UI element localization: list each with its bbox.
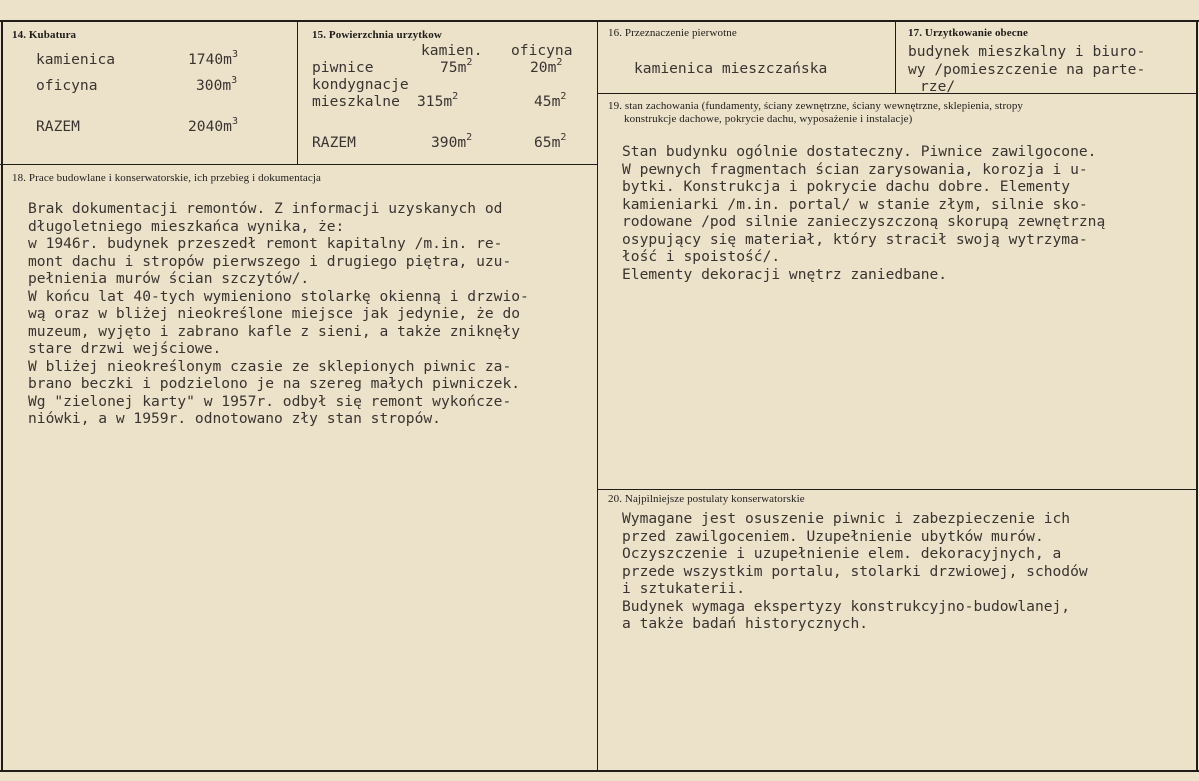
przeznaczenie-text: kamienica mieszczańska <box>634 60 828 77</box>
divider-main <box>597 20 598 771</box>
uzytkowanie-line: rze/ <box>920 78 956 95</box>
kondygnacje-label: kondygnacje <box>312 76 409 93</box>
piwnice-label: piwnice <box>312 59 374 76</box>
prace-line: stare drzwi wejściowe. <box>28 340 222 357</box>
prace-line: długoletniego mieszkańca wynika, że: <box>28 217 345 235</box>
postulaty-line: przed zawilgoceniem. Uzupełnienie ubytków murów. <box>622 527 1044 545</box>
mieszkalne-oficyna-value: $45m^2$ <box>534 91 567 110</box>
section-19-header-line1: 19. stan zachowania (fundamenty, ściany zewnętrzne, ściany wewnętrzne, sklepienia, stropy <box>608 100 1024 112</box>
stan-line: Stan budynku ogólnie dostateczny. Piwnice zawilgocone. <box>622 143 1097 160</box>
section-20-header: 20. Najpilniejsze postulaty konserwatorskie <box>608 493 805 505</box>
prace-line: Brak dokumentacji remontów. Z informacji uzyskanych od <box>28 200 503 217</box>
prace-line: niówki, a w 1959r. odnotowano zły stan stropów. <box>28 410 441 427</box>
frame-right <box>1196 20 1198 771</box>
kamienica-value: $1740m^3$ <box>188 49 238 68</box>
prace-line: mont dachu i stropów pierwszego i drugiego piętra, uzu- <box>28 252 512 270</box>
section-16-header: 16. Przeznaczenie pierwotne <box>608 27 737 39</box>
prace-line: Wg "zielonej karty" w 1957r. odbył się remont wykończe- <box>28 392 512 410</box>
frame-top <box>0 20 1199 22</box>
section-15-header: 15. Powierzchnia urzytkow <box>312 29 442 41</box>
section-17-header: 17. Urzytkowanie obecne <box>908 27 1028 39</box>
col-oficyna: oficyna <box>511 42 573 59</box>
divider-16-17 <box>895 20 896 93</box>
col-kamien: kamien. <box>421 42 483 59</box>
uzytkowanie-line: budynek mieszkalny i biuro- <box>908 43 1146 60</box>
uzytkowanie-text <box>908 43 1145 96</box>
prace-line: W końcu lat 40-tych wymieniono stolarkę okienną i drzwio- <box>28 287 529 305</box>
razem-15-label: RAZEM <box>312 134 356 151</box>
stan-line: łość i spoistość/. <box>622 248 781 265</box>
stan-line: Elementy dekoracji wnętrz zaniedbane. <box>622 265 948 283</box>
razem-15-kamien-value: $390m^2$ <box>431 132 473 151</box>
postulaty-line: przede wszystkim portalu, stolarki drzwiowej, schodów <box>622 562 1088 580</box>
postulaty-text <box>622 510 1088 633</box>
stan-line: osypujący się materiał, który stracił swoją wytrzyma- <box>622 230 1088 248</box>
section-19-header <box>608 100 1023 125</box>
stan-line: rodowane /pod silnie zanieczyszczoną skorupą zewnętrzną <box>622 213 1106 230</box>
postulaty-line: Wymagane jest osuszenie piwnic i zabezpieczenie ich <box>622 510 1071 527</box>
razem-15-oficyna-value: $65m^2$ <box>534 132 567 151</box>
postulaty-line: Oczyszczenie i uzupełnienie elem. dekoracyjnych, a <box>622 545 1062 562</box>
stan-line: W pewnych fragmentach ścian zarysowania, korozja i u- <box>622 160 1088 178</box>
razem-14-value: $2040m^3$ <box>188 116 238 135</box>
stan-line: bytki. Konstrukcja i pokrycie dachu dobre. Elementy <box>622 178 1071 195</box>
frame-left <box>1 20 3 771</box>
stan-line: kamieniarki /m.in. portal/ w stanie złym, silnie sko- <box>622 195 1088 213</box>
section-19-header-line2: konstrukcje dachowe, pokrycie dachu, wyposażenie i instalacje) <box>624 113 913 125</box>
prace-line: pełnienia murów ścian szczytów/. <box>28 270 310 287</box>
divider-14-15 <box>297 20 298 165</box>
postulaty-line: i sztukaterii. <box>622 580 746 597</box>
prace-line: muzeum, wyjęto i zabrano kafle z sieni, a także zniknęły <box>28 322 521 340</box>
stan-text <box>622 143 1105 283</box>
postulaty-line: a także badań historycznych. <box>622 615 869 632</box>
oficyna-value: $300m^3$ <box>196 75 238 94</box>
mieszkalne-kamien-value: $315m^2$ <box>417 91 459 110</box>
postulaty-line: Budynek wymaga ekspertyzy konstrukcyjno-budowlanej, <box>622 597 1071 615</box>
prace-line: brano beczki i podzielono je na szereg małych piwniczek. <box>28 375 521 392</box>
prace-line: w 1946r. budynek przeszedł remont kapitalny /m.in. re- <box>28 235 503 252</box>
piwnice-kamien-value: $75m^2$ <box>440 57 473 76</box>
section-18-header: 18. Prace budowlane i konserwatorskie, ich przebieg i dokumentacja <box>12 172 321 184</box>
piwnice-oficyna-value: $20m^2$ <box>530 57 563 76</box>
razem-14-label: RAZEM <box>36 118 80 135</box>
prace-line: W bliżej nieokreślonym czasie ze sklepionych piwnic za- <box>28 357 512 375</box>
prace-text <box>28 200 529 428</box>
uzytkowanie-line: wy /pomieszczenie na parte- <box>908 60 1146 78</box>
kamienica-label: kamienica <box>36 51 116 68</box>
prace-line: wą oraz w bliżej nieokreślone miejsce jak jedynie, że do <box>28 305 521 322</box>
oficyna-label: oficyna <box>36 77 98 94</box>
frame-bottom <box>0 770 1199 772</box>
section-14-header: 14. Kubatura <box>12 29 77 41</box>
line-under-14-15 <box>0 164 598 165</box>
line-above-20 <box>597 489 1198 490</box>
mieszkalne-label: mieszkalne <box>312 93 400 110</box>
